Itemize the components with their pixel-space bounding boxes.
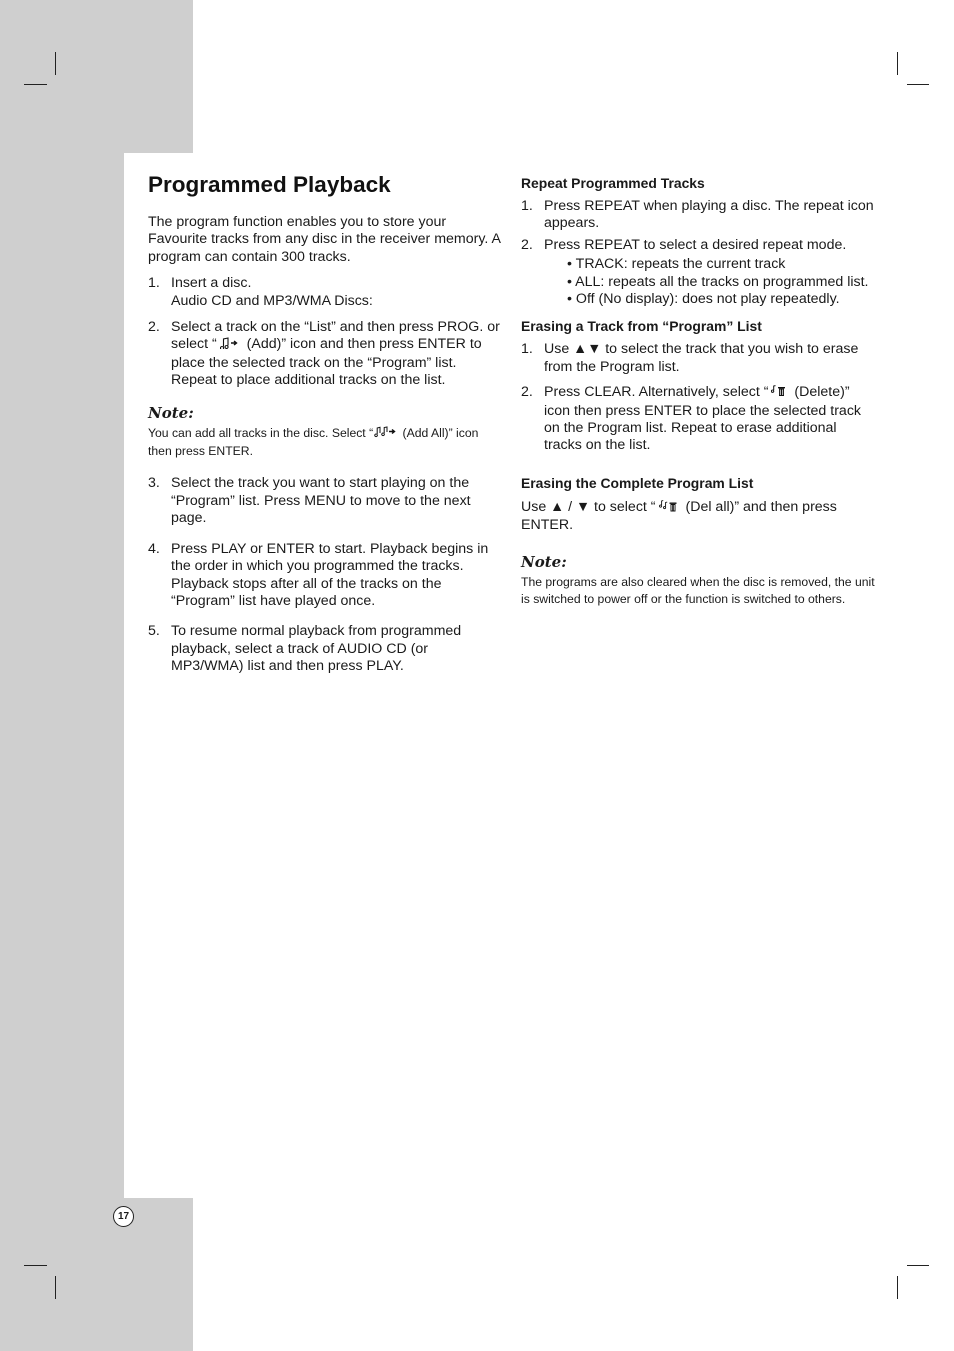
section-heading-repeat: Repeat Programmed Tracks — [521, 175, 705, 191]
note-text-part: You can add all tracks in the disc. Select “ — [148, 425, 374, 440]
crop-mark — [907, 1265, 929, 1266]
intro-paragraph: The program function enables you to store your Favourite tracks from any disc in the receiver memory. A program can contain 300 tracks. — [148, 214, 501, 265]
note-heading: Note: — [521, 552, 567, 571]
step-number: 1. — [148, 275, 160, 292]
gray-margin-side — [0, 153, 124, 1198]
list-item — [148, 475, 504, 527]
step-text: To resume normal playback from programmed playback, select a track of AUDIO CD (or MP3/WMA) list and then press PLAY. — [171, 623, 462, 675]
erase-all-text — [521, 499, 877, 535]
crop-mark — [897, 1276, 898, 1299]
crop-mark — [24, 84, 47, 85]
note-text — [148, 425, 504, 461]
steps-list-b — [148, 475, 504, 675]
note-box — [148, 404, 504, 461]
list-item — [148, 319, 504, 390]
step-number: 2. — [521, 236, 533, 253]
step-number: 2. — [148, 319, 160, 336]
step-text: Press CLEAR. Alternatively, select “ — [544, 384, 769, 401]
list-item — [148, 275, 504, 310]
step-text: Insert a disc. — [171, 275, 252, 292]
step-text: Press PLAY or ENTER to start. Playback begins in the order in which you programmed the tracks. Playback stops after all of the tracks on the “Program” list have played once. — [171, 540, 489, 609]
page-number: 17 — [113, 1206, 134, 1227]
note-text: The programs are also cleared when the disc is removed, the unit is switched to power off or the function is switched to others. — [521, 574, 875, 607]
bullet-item: • TRACK: repeats the current track — [567, 256, 786, 273]
step-text: Select the track you want to start playing on the “Program” list. Press MENU to move to the next page. — [171, 475, 471, 527]
step-text: Select a track on the “List” and then press PROG. or select “ — [171, 319, 500, 353]
step-number: 3. — [148, 475, 160, 492]
step-number: 1. — [521, 198, 533, 214]
right-column — [521, 175, 877, 609]
list-item — [521, 384, 877, 455]
note-heading: Note: — [148, 403, 194, 422]
delete-all-icon — [659, 500, 679, 517]
crop-mark — [907, 84, 929, 85]
step-text: Use ▲▼ to select the track that you wish to erase from the Program list. — [544, 341, 859, 375]
crop-mark — [24, 1265, 47, 1266]
step-number: 2. — [521, 384, 533, 401]
crop-mark — [897, 52, 898, 75]
step-text: (Delete)” icon then press ENTER to place the selected track on the Program list. Repeat to erase additional tracks on the list. — [544, 384, 862, 454]
list-item — [521, 341, 877, 376]
delete-icon — [771, 385, 787, 402]
add-icon — [220, 337, 240, 354]
list-item — [521, 237, 877, 309]
step-text: Audio CD and MP3/WMA Discs: — [171, 292, 373, 309]
bullet-item: • Off (No display): does not play repeatedly. — [567, 291, 840, 308]
add-all-icon — [374, 426, 398, 443]
step-text: (Add)” icon and then press ENTER to place the selected track on the “Program” list. Repeat to place additional tracks on the list. — [171, 336, 482, 389]
section-heading-erase-all: Erasing the Complete Program List — [521, 474, 754, 491]
body-text-part: Use ▲ / ▼ to select “ — [521, 498, 656, 515]
step-text: Press REPEAT when playing a disc. The repeat icon appears. — [544, 198, 874, 232]
gray-margin-bottom — [0, 1198, 193, 1351]
left-column — [148, 170, 504, 676]
list-item — [148, 623, 504, 675]
step-text: Press REPEAT to select a desired repeat mode. — [544, 236, 847, 253]
list-item — [521, 198, 877, 233]
repeat-steps — [521, 198, 877, 308]
steps-list-a — [148, 275, 504, 389]
bullet-item: • ALL: repeats all the tracks on programmed list. — [567, 273, 869, 290]
section-heading-erase-track: Erasing a Track from “Program” List — [521, 318, 762, 335]
step-number: 4. — [148, 540, 160, 557]
repeat-mode-list — [544, 256, 877, 308]
erase-steps — [521, 341, 877, 454]
step-number: 1. — [521, 341, 533, 358]
body-text-part: (Del all)” and then press ENTER. — [521, 498, 837, 534]
step-number: 5. — [148, 623, 160, 640]
crop-mark — [55, 52, 56, 75]
note-text-part: (Add All)” icon then press ENTER. — [148, 425, 479, 459]
list-item — [148, 541, 504, 611]
note-box — [521, 553, 877, 609]
page-title: Programmed Playback — [148, 172, 391, 197]
gray-margin-top — [0, 0, 193, 153]
crop-mark — [55, 1276, 56, 1299]
